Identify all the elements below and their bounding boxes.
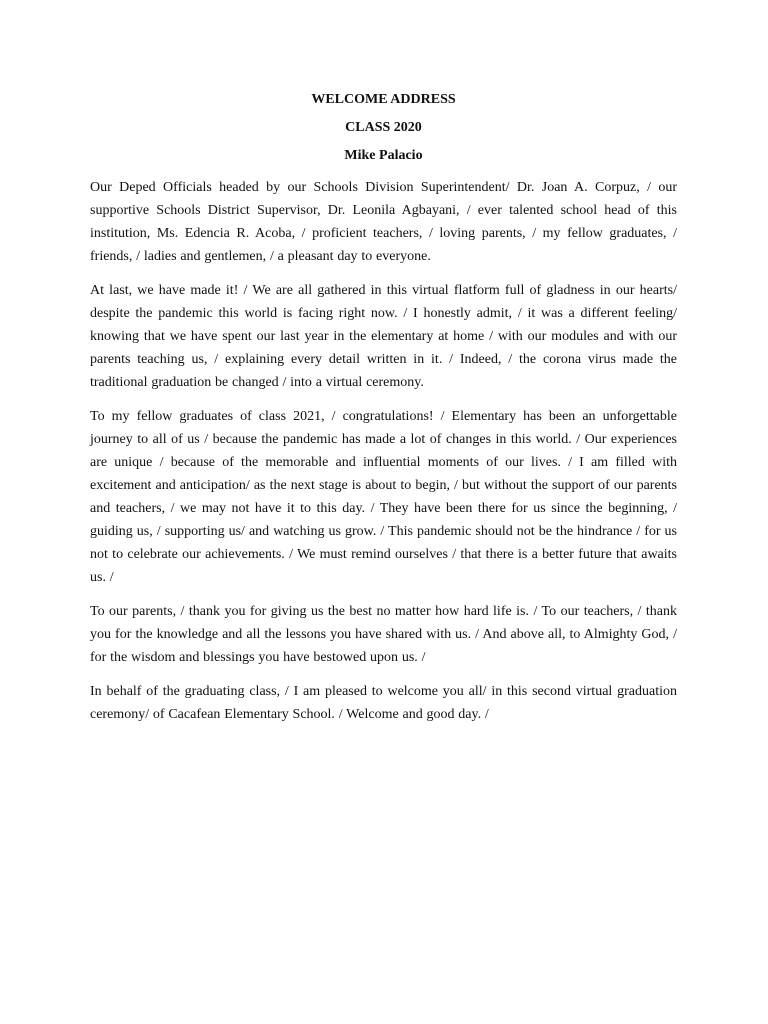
paragraph-welcome: In behalf of the graduating class, / I am pleased to welcome you all/ in this second virtual graduation ceremony/ of Cacafean Elementary School. / Welcome and good day. / [90,684,677,722]
document-body [90,90,677,737]
class-heading: CLASS 2020 [345,120,422,135]
paragraph-salutation: Our Deped Officials headed by our Schools Division Superintendent/ Dr. Joan A. Corpuz, / our supportive Schools District Supervisor, Dr. Leonila Agbayani, / ever talented school head of this institution, Ms. Edencia R. Acoba, / proficient teachers, / loving parents, / my fellow graduates, / friends, / ladies and gentlemen, / a pleasant day to everyone. [90,180,677,264]
paragraph-graduates: To my fellow graduates of class 2021, / congratulations! / Elementary has been an unforgettable journey to all of us / because the pandemic has made a lot of changes in this world. / Our experiences are unique / because of the memorable and influential moments of our lives. / I am filled with excitement and anticipation/ as the next stage is about to begin, / but without the support of our parents and teachers, / we may not have it to this day. / They have been there for us since the beginning, / guiding us, / supporting us/ and watching us grow. / This pandemic should not be the hindrance / for us not to celebrate our achievements. / We must remind ourselves / that there is a better future that awaits us. / [90,409,677,585]
document-title: WELCOME ADDRESS [311,92,456,107]
paragraph-gathering: At last, we have made it! / We are all gathered in this virtual flatform full of gladness in our hearts/ despite the pandemic this world is facing right now. / I honestly admit, / it was a different feeling/ knowing that we have spent our last year in the elementary at home / with our modules and with our parents teaching us, / explaining every detail written in it. / Indeed, / the corona virus made the traditional graduation be changed / into a virtual ceremony. [90,283,677,390]
speaker-name: Mike Palacio [344,148,423,163]
paragraph-thanks: To our parents, / thank you for giving us the best no matter how hard life is. / To our teachers, / thank you for the knowledge and all the lessons you have shared with us. / And above all, to Almighty God, / for the wisdom and blessings you have bestowed upon us. / [90,604,677,665]
